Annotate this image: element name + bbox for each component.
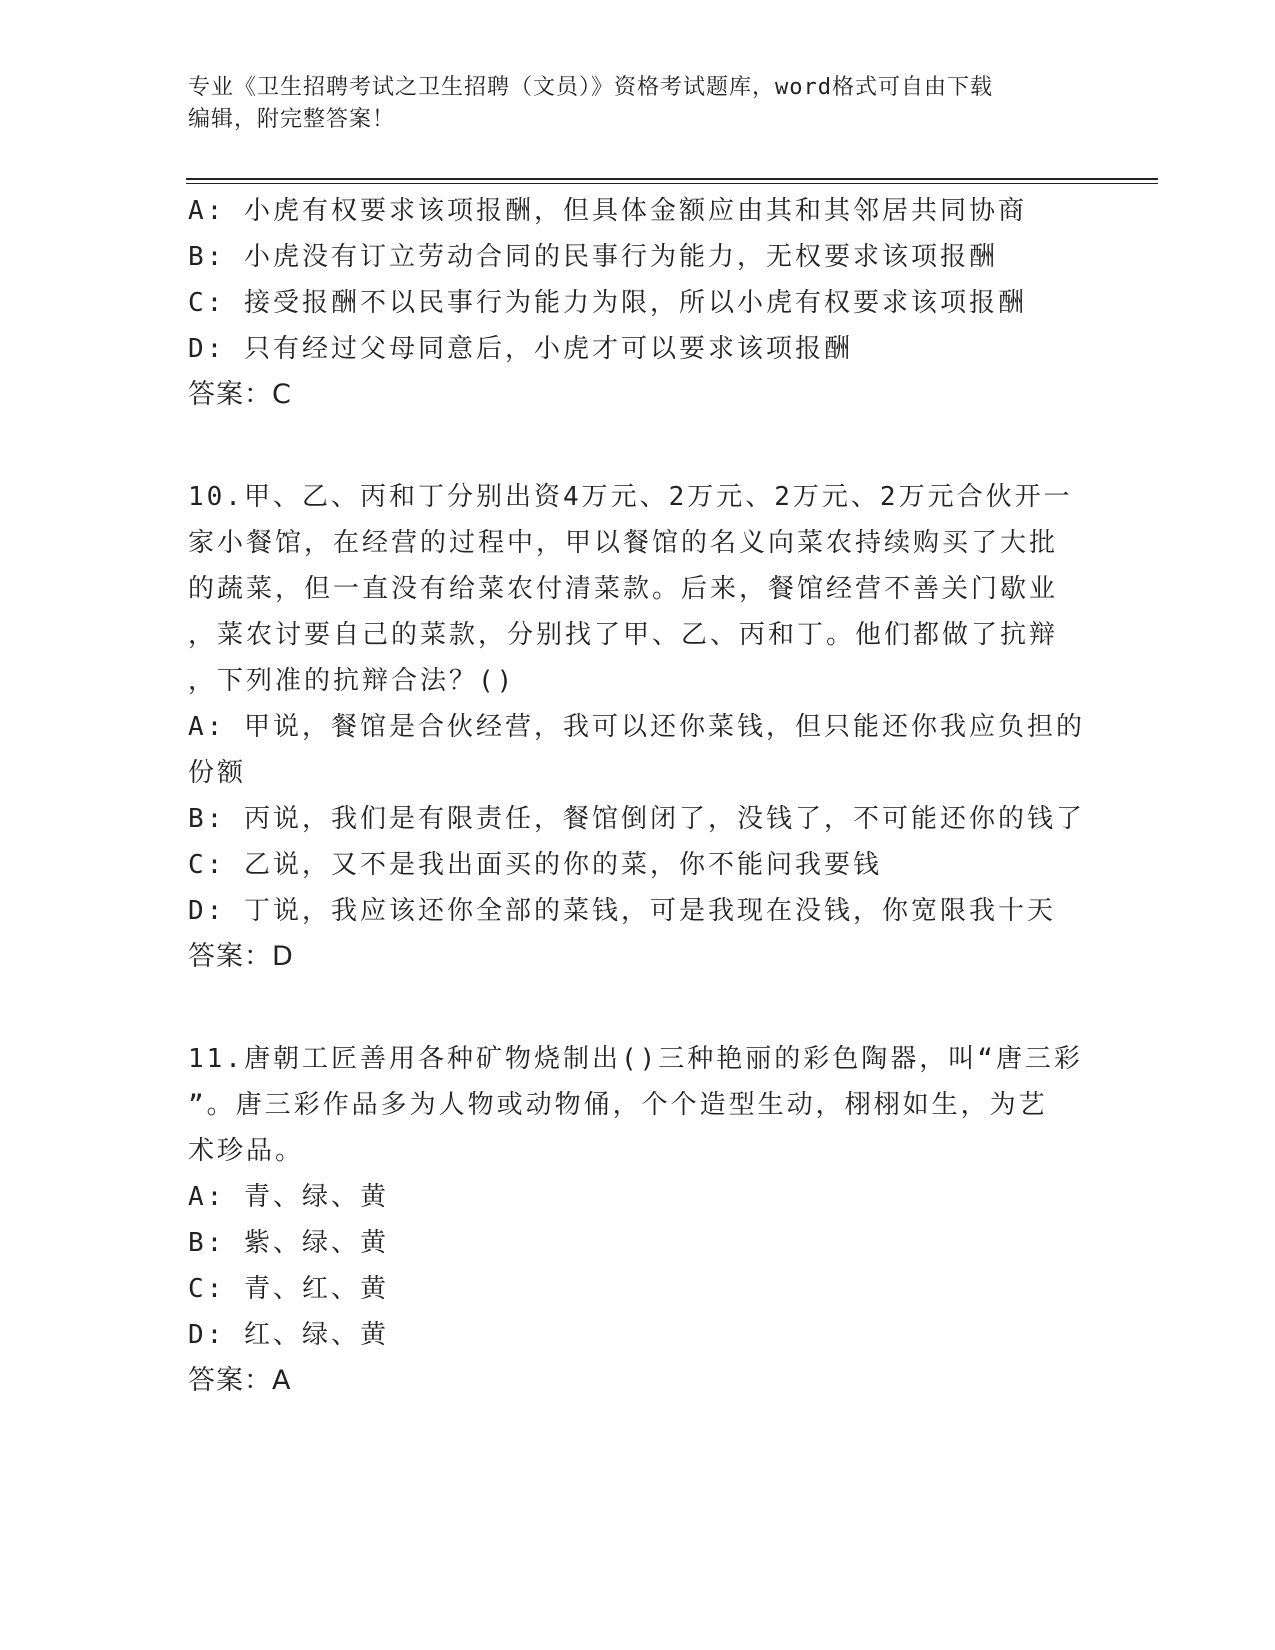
option-a-continued: 份额 <box>188 758 247 788</box>
option-c: C: 青、红、黄 <box>188 1274 389 1304</box>
header-rule-thin <box>186 183 1158 184</box>
option-a: A: 小虎有权要求该项报酬，但具体金额应由其和其邻居共同协商 <box>188 196 1027 226</box>
question-stem-line: ”。唐三彩作品多为人物或动物俑，个个造型生动，栩栩如生，为艺 <box>188 1090 1048 1120</box>
question-stem-line: 10.甲、乙、丙和丁分别出资4万元、2万元、2万元、2万元合伙开一 <box>188 482 1073 512</box>
question-9-block <box>188 188 1088 418</box>
question-10-block <box>188 474 1088 980</box>
question-stem-line: 家小餐馆，在经营的过程中，甲以餐馆的名义向菜农持续购买了大批 <box>188 528 1059 558</box>
option-b: B: 丙说，我们是有限责任，餐馆倒闭了，没钱了，不可能还你的钱了 <box>188 804 1085 834</box>
option-a: A: 青、绿、黄 <box>188 1182 389 1212</box>
option-a: A: 甲说，餐馆是合伙经营，我可以还你菜钱，但只能还你我应负担的 <box>188 712 1085 742</box>
question-spacer <box>188 418 1088 474</box>
answer-line: 答案：C <box>188 379 292 410</box>
option-c: C: 接受报酬不以民事行为能力为限，所以小虎有权要求该项报酬 <box>188 288 1027 318</box>
option-d: D: 只有经过父母同意后，小虎才可以要求该项报酬 <box>188 334 853 364</box>
header-rule-thick <box>186 178 1158 180</box>
answer-line: 答案：D <box>188 941 294 972</box>
answer-line: 答案：A <box>188 1365 292 1396</box>
question-spacer <box>188 980 1088 1036</box>
option-d: D: 红、绿、黄 <box>188 1320 389 1350</box>
header-line-1: 专业《卫生招聘考试之卫生招聘（文员）》资格考试题库，word格式可自由下载 <box>188 75 993 100</box>
header-line-2: 编辑，附完整答案！ <box>188 107 396 132</box>
question-stem-line: ，下列准的抗辩合法？() <box>188 666 516 696</box>
document-header <box>188 72 1088 136</box>
question-stem-line: 11.唐朝工匠善用各种矿物烧制出()三种艳丽的彩色陶器，叫“唐三彩 <box>188 1044 1083 1074</box>
question-stem-line: ，菜农讨要自己的菜款，分别找了甲、乙、丙和丁。他们都做了抗辩 <box>188 620 1059 650</box>
question-content <box>188 188 1088 1404</box>
option-c: C: 乙说，又不是我出面买的你的菜，你不能问我要钱 <box>188 850 882 880</box>
question-stem-line: 术珍品。 <box>188 1136 305 1166</box>
question-11-block <box>188 1036 1088 1404</box>
option-d: D: 丁说，我应该还你全部的菜钱，可是我现在没钱，你宽限我十天 <box>188 896 1056 926</box>
option-b: B: 紫、绿、黄 <box>188 1228 389 1258</box>
question-stem-line: 的蔬菜，但一直没有给菜农付清菜款。后来，餐馆经营不善关门歇业 <box>188 574 1059 604</box>
option-b: B: 小虎没有订立劳动合同的民事行为能力，无权要求该项报酬 <box>188 242 998 272</box>
